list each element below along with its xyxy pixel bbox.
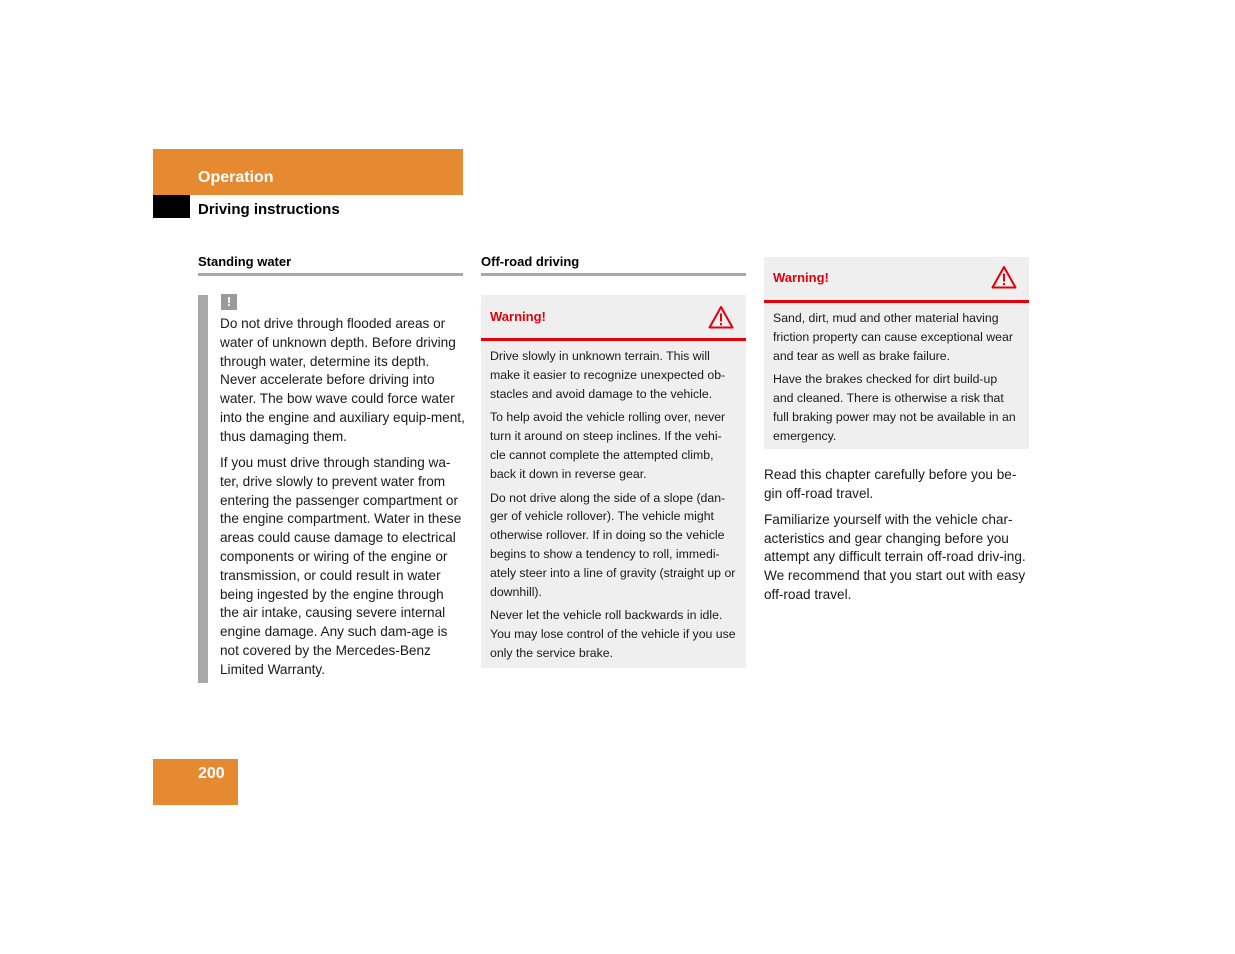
warning-paragraph: Sand, dirt, mud and other material having friction property can cause exceptional wear and tear as well as brake failure. bbox=[773, 311, 1013, 363]
warning-paragraph: Do not drive along the side of a slope (dan-ger of vehicle rollover). The vehicle might otherwise rollover. If in doing so the vehicle begins to show a tendency to roll, immedi-ately steer into a line of gravity (straight up or downhill). bbox=[490, 490, 736, 599]
brake-warning-box bbox=[764, 257, 1029, 449]
page-number-box bbox=[153, 759, 238, 805]
note-paragraph-text: Do not drive through flooded areas or water of unknown depth. Before driving through water, determine its depth. Never accelerate before driving into water. The bow wave could force water into the engine and auxiliary equip-ment, thus damaging them. bbox=[220, 316, 465, 444]
heading-rule bbox=[481, 273, 746, 276]
warning-triangle-icon bbox=[991, 265, 1017, 289]
warning-triangle-icon bbox=[708, 305, 734, 329]
note-paragraph bbox=[220, 315, 465, 447]
note-side-bar bbox=[198, 295, 208, 683]
section-title: Operation bbox=[198, 169, 274, 186]
note-paragraph bbox=[220, 454, 465, 680]
off-road-intro bbox=[764, 466, 1030, 612]
note-paragraph-text: If you must drive through standing wa-ter, drive slowly to prevent water from entering the passenger compartment or the engine compartment. Water in these areas could cause damage to electrical components or wiring of the engine or transmission, or could result in water being ingested by the engine through the air intake, causing severe internal engine damage. Any such dam-age is not covered by the Mercedes-Benz Limited Warranty. bbox=[220, 455, 462, 677]
warning-body bbox=[764, 303, 1029, 446]
warning-paragraph: Have the brakes checked for dirt build-up and cleaned. There is otherwise a risk that full braking power may not be available in an emergency. bbox=[773, 372, 1016, 443]
off-road-driving-heading: Off-road driving bbox=[481, 254, 580, 269]
standing-water-heading: Standing water bbox=[198, 254, 292, 269]
warning-paragraph: Never let the vehicle roll backwards in idle. You may lose control of the vehicle if you use only the service brake. bbox=[490, 608, 736, 660]
exclamation-note-icon: ! bbox=[221, 294, 237, 310]
subsection-title: Driving instructions bbox=[198, 201, 340, 218]
off-road-warning-box bbox=[481, 295, 746, 668]
page-number: 200 bbox=[198, 765, 225, 782]
warning-header bbox=[481, 295, 746, 341]
body-paragraph: Familiarize yourself with the vehicle char-acteristics and gear changing before you attempt any difficult terrain off-road driv-ing. We recommend that you start out with easy off-road travel. bbox=[764, 512, 1026, 602]
subsection-marker bbox=[153, 195, 190, 218]
body-paragraph: Read this chapter carefully before you be-gin off-road travel. bbox=[764, 467, 1017, 501]
warning-label: Warning! bbox=[490, 309, 546, 324]
warning-body bbox=[481, 341, 746, 663]
warning-paragraph: Drive slowly in unknown terrain. This will make it easier to recognize unexpected ob-stacles and avoid damage to the vehicle. bbox=[490, 349, 726, 401]
heading-rule bbox=[198, 273, 463, 276]
warning-paragraph: To help avoid the vehicle rolling over, never turn it around on steep inclines. If the vehi-cle cannot complete the attempted climb, back it down in reverse gear. bbox=[490, 410, 726, 481]
warning-header bbox=[764, 257, 1029, 303]
warning-label: Warning! bbox=[773, 270, 829, 285]
